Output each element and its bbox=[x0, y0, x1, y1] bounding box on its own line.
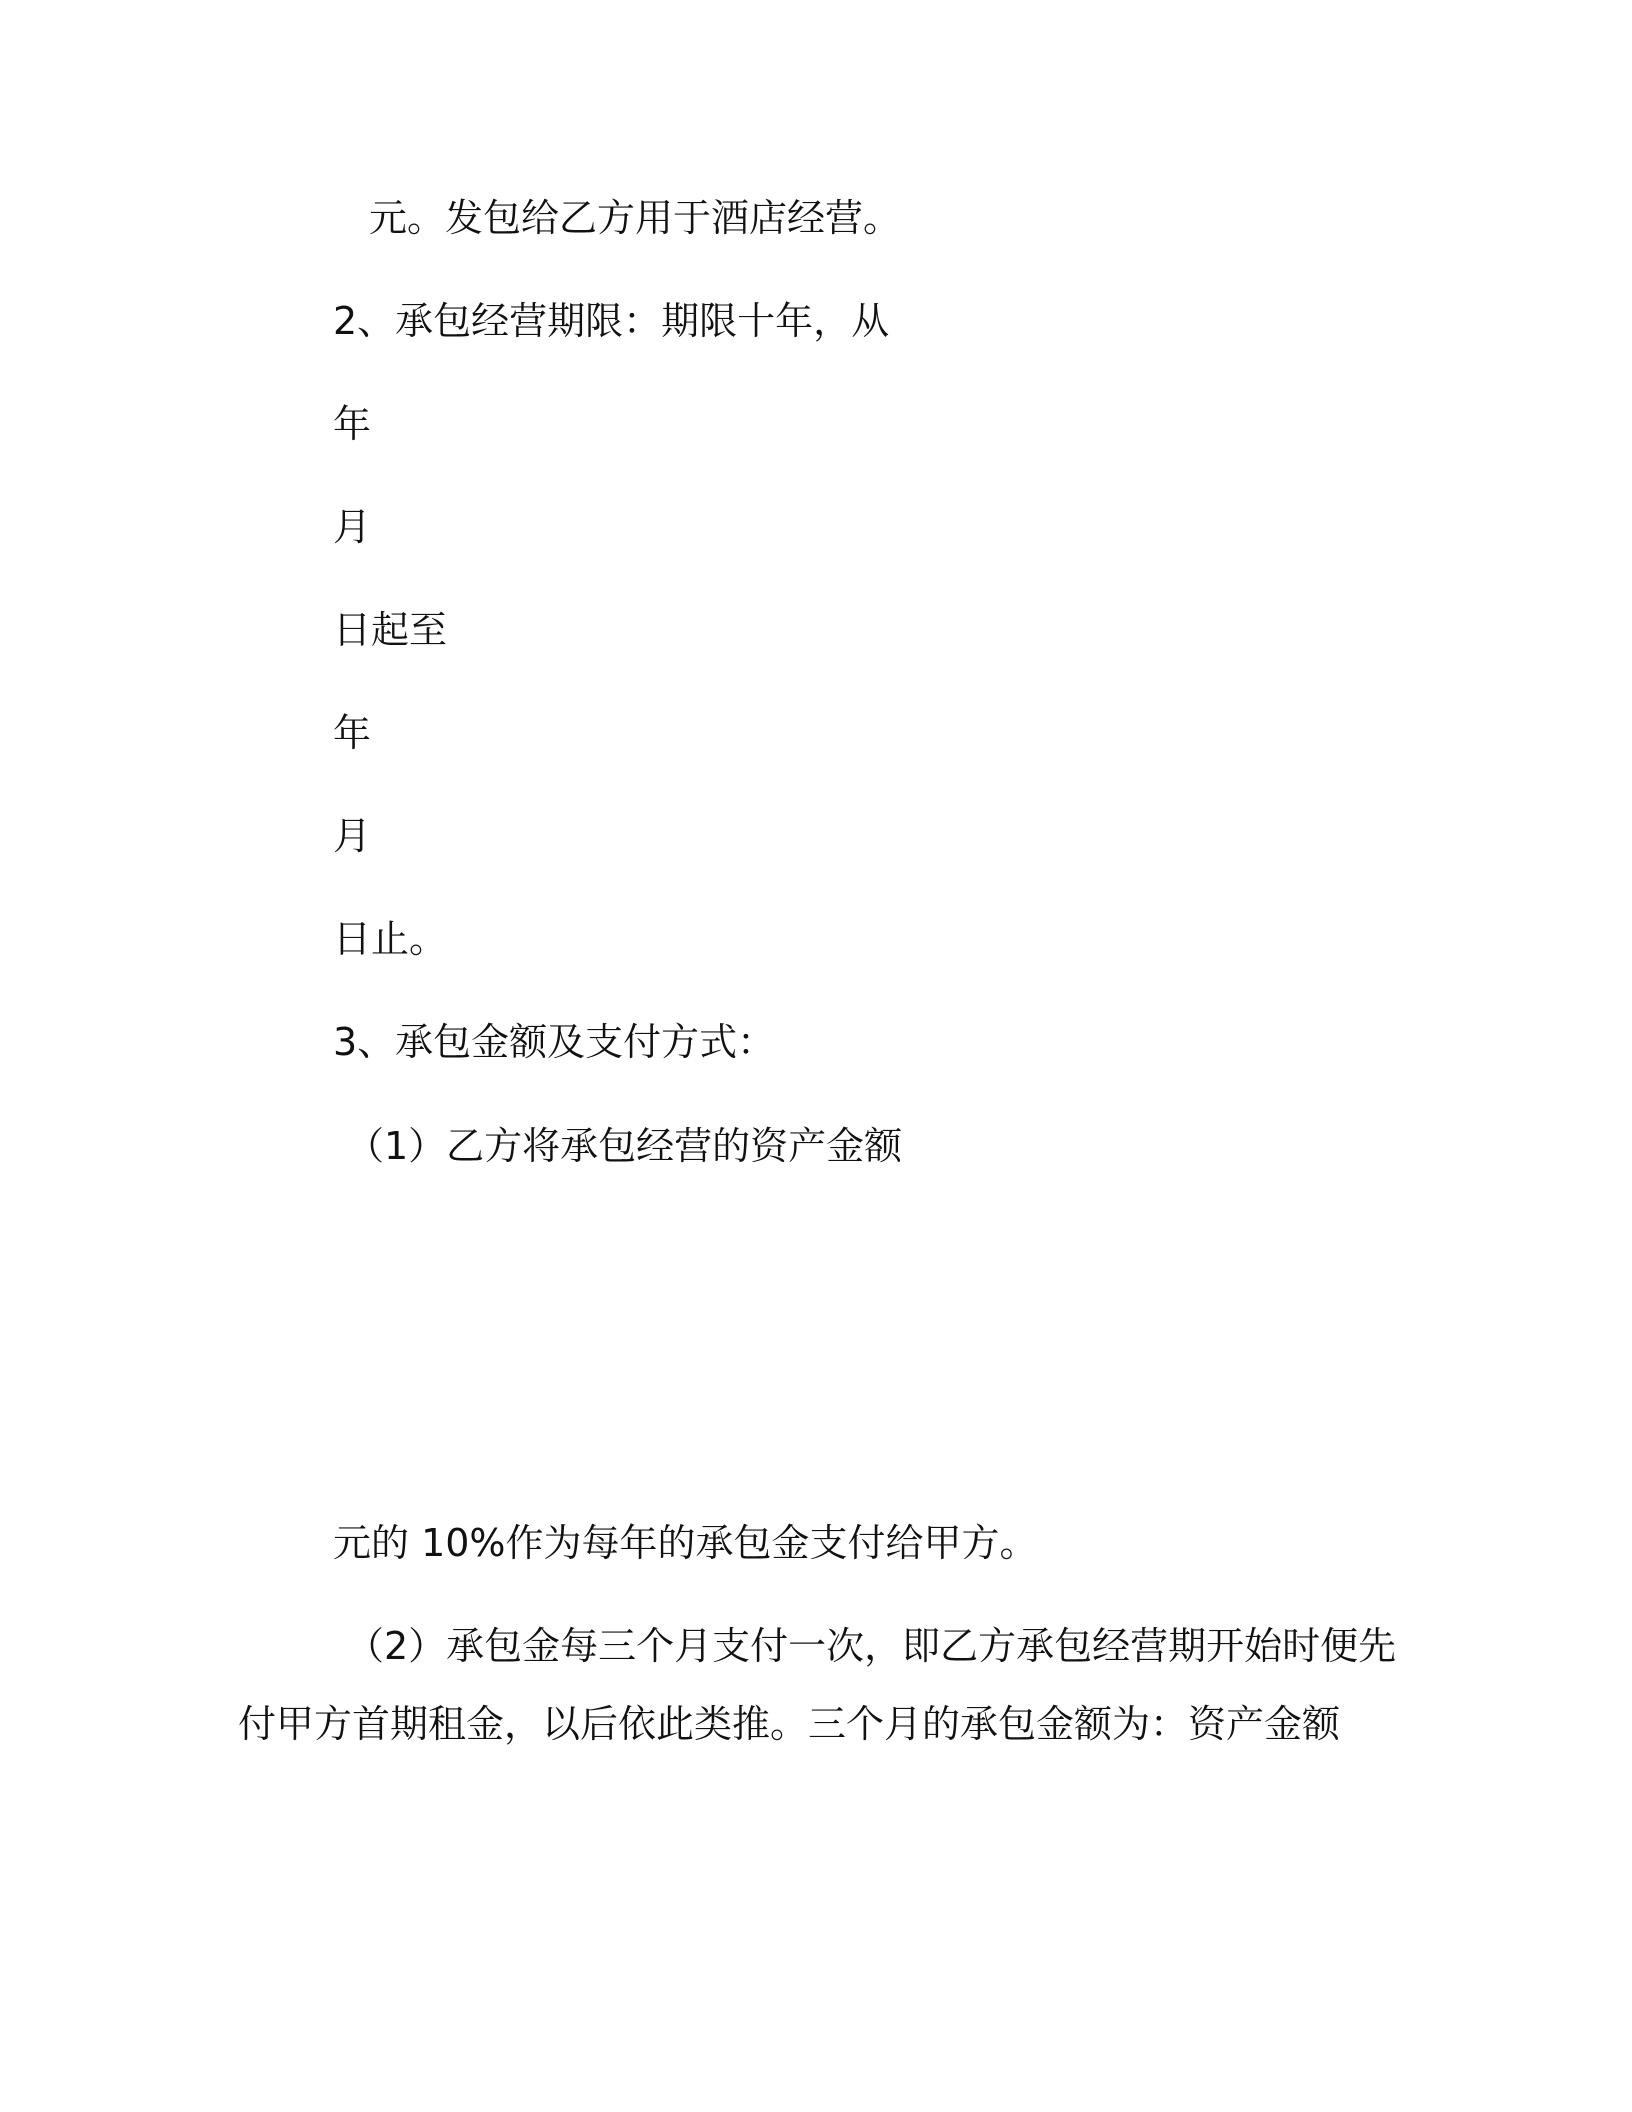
text-line-12: （2）承包金每三个月支付一次，即乙方承包经营期开始时便先 bbox=[346, 1624, 1397, 1668]
text-line-3: 年 bbox=[333, 402, 372, 446]
text-line-4: 月 bbox=[333, 505, 372, 549]
text-line-5: 日起至 bbox=[333, 608, 448, 652]
text-line-10: （1）乙方将承包经营的资产金额 bbox=[346, 1124, 903, 1168]
text-line-11: 元的 10%作为每年的承包金支付给甲方。 bbox=[333, 1521, 1038, 1565]
text-line-6: 年 bbox=[333, 711, 372, 755]
text-line-7: 月 bbox=[333, 814, 372, 858]
text-line-13: 付甲方首期租金，以后依此类推。三个月的承包金额为：资产金额 bbox=[238, 1702, 1341, 1746]
text-line-2: 2、承包经营期限：期限十年，从 bbox=[333, 299, 890, 343]
text-line-8: 日止。 bbox=[333, 917, 448, 961]
text-line-9: 3、承包金额及支付方式： bbox=[333, 1020, 776, 1064]
text-line-1: 元。发包给乙方用于酒店经营。 bbox=[369, 196, 902, 240]
